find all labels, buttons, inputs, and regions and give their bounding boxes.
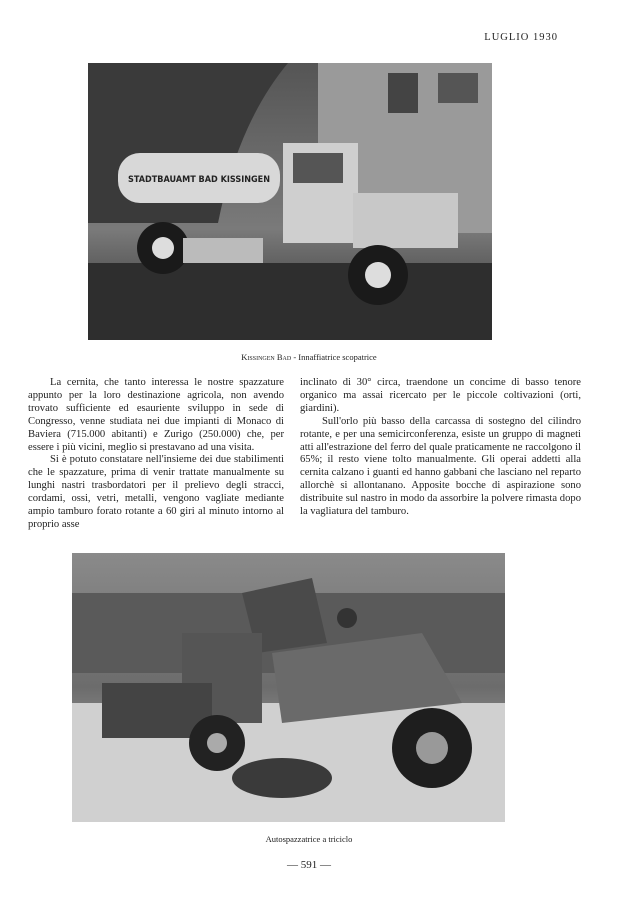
left-column bbox=[28, 377, 284, 532]
paragraph: inclinato di 30° circa, traendone un concime di basso tenore organico ma assai ricercato per le piccole coltivazioni (orti, giardini). bbox=[300, 377, 581, 414]
page-number: — 591 — bbox=[287, 859, 331, 871]
photo-street-sprinkler-truck bbox=[88, 63, 492, 340]
paragraph: La cernita, che tanto interessa le nostre spazzature appunto per la loro destinazione agricola, non avendo trovato sufficiente ed esauriente sviluppo in sede di Congresso, venne studiata nei due impianti di Monaco di Baviera (715.000 abitanti) e Zurigo (250.000) che, per essere i più vicini, meglio si prestavano ad una visita. bbox=[28, 377, 284, 453]
right-column bbox=[300, 377, 581, 519]
caption-place: Kissingen Bad bbox=[241, 352, 292, 362]
figure-caption-1 bbox=[0, 352, 618, 362]
caption-text: - Innaffiatrice scopatrice bbox=[291, 352, 377, 362]
figure-caption-2: Autospazzatrice a triciclo bbox=[265, 834, 353, 844]
truck-lettering: STADTBAUAMT BAD KISSINGEN bbox=[128, 175, 270, 185]
photo-tricycle-street-sweeper bbox=[72, 553, 505, 822]
running-head: LUGLIO 1930 bbox=[484, 32, 558, 43]
paragraph: Si è potuto constatare nell'insieme dei due stabilimenti che le spazzature, prima di venir trattate manualmente su lunghi nastri trasbordatori per il prelievo degli stracci, cordami, ossi, vetri, metalli, vengono vagliate mediante ampio tamburo forato rotante a 60 giri al minuto intorno al proprio asse bbox=[28, 454, 284, 530]
paragraph: Sull'orlo più basso della carcassa di sostegno del cilindro rotante, e per una semicirconferenza, esiste un gruppo di magneti atti all'estrazione del ferro del quale praticamente ne raccolgono il 65%; il resto viene tolto manualmente. Gli operai addetti alla cernita calzano i guanti ed hanno gabbani che lasciano nel reparto allorchè si allontanano. Apposite bocche di aspirazione sono distribuite sul nastro in modo da assorbire la polvere rimasta dopo la vagliatura del tamburo. bbox=[300, 415, 581, 518]
